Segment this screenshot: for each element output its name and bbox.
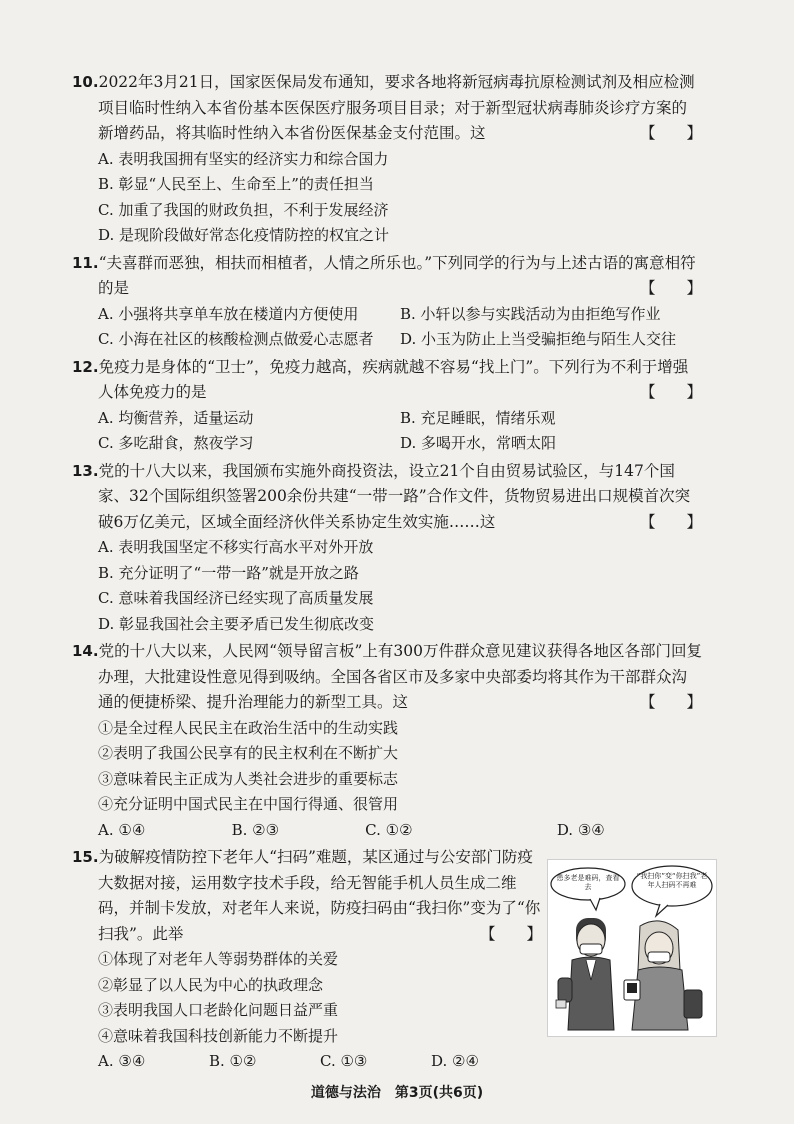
option-a: A. 均衡营养，适量运动 <box>98 408 254 427</box>
option-d: D. ③④ <box>556 820 605 839</box>
question-number: 14. <box>72 642 99 660</box>
bubble-right-text: “我扫你”变“你扫我”老年人扫码不再难 <box>636 872 708 889</box>
answer-bracket: 【 】 <box>639 512 702 531</box>
options-row-1 <box>72 302 702 328</box>
option-d: D. 是现阶段做好常态化疫情防控的权宜之计 <box>98 226 390 244</box>
question-13-stem <box>72 459 702 536</box>
man-figure <box>556 918 614 1030</box>
question-10 <box>72 70 702 249</box>
option-a: A. ③④ <box>98 1052 146 1070</box>
option-c: C. 多吃甜食，熬夜学习 <box>98 434 254 452</box>
statement-2: ②表明了我国公民享有的民主权利在不断扩大 <box>98 744 399 762</box>
option-a: A. ①④ <box>98 820 146 839</box>
question-text: 2022年3月21日，国家医保局发布通知，要求各地将新冠病毒抗原检测试剂及相应检测项目临时性纳入本省份基本医保医疗服务项目目录；对于新型冠状病毒肺炎诊疗方案的新增药品，将其临时性纳入本省份医保基金支付范围。这 <box>98 73 695 142</box>
question-15-text <box>72 845 542 1075</box>
question-14 <box>72 639 702 843</box>
option-a: A. 小强将共享单车放在楼道内方便使用 <box>98 304 359 323</box>
option-a: A. 表明我国拥有坚实的经济实力和综合国力 <box>98 149 389 168</box>
question-text: 为破解疫情防控下老年人“扫码”难题，某区通过与公安部门防疫大数据对接，运用数字技术手段，给无智能手机人员生成二维码，并制卡发放，对老年人来说，防疫扫码由“我扫你”变为了“你扫我”。此举 <box>98 848 541 943</box>
statement-1: ①体现了对老年人等弱势群体的关爱 <box>98 950 339 968</box>
question-text: “夫喜群而恶独，相扶而相植者，人情之所乐也。”下列同学的行为与上述古语的寓意相符的是 <box>98 253 696 297</box>
answer-bracket: 【 】 <box>639 279 702 297</box>
options-row-2 <box>72 327 702 353</box>
cartoon-drawing <box>548 860 716 1036</box>
question-text: 党的十八大以来，人民网“领导留言板”上有300万件群众意见建议获得各地区各部门回复办理，大批建设性意见得到吸纳。全国各省区市及多家中央部委均将其作为干部群众沟通的便捷桥梁、提升治理能力的新型工具。这 <box>98 642 703 711</box>
answer-bracket: 【 】 <box>639 693 702 711</box>
statement-3: ③意味着民主正成为人类社会进步的重要标志 <box>98 769 399 788</box>
question-number: 10. <box>72 73 99 91</box>
option-c: C. 加重了我国的财政负担，不利于发展经济 <box>98 200 389 219</box>
options-row <box>72 1049 542 1075</box>
option-d: D. 小玉为防止上当受骗拒绝与陌生人交往 <box>400 330 677 348</box>
woman-figure <box>624 921 702 1030</box>
answer-bracket: 【 】 <box>639 124 702 142</box>
question-15-stem <box>72 845 542 947</box>
question-13 <box>72 459 702 638</box>
option-c: C. 小海在社区的核酸检测点做爱心志愿者 <box>98 330 374 348</box>
option-c: C. 意味着我国经济已经实现了高质量发展 <box>98 589 374 607</box>
question-number: 13. <box>72 461 99 480</box>
question-number: 15. <box>72 848 99 866</box>
bubble-left-text: 患多老是难码，查看去 <box>556 874 620 891</box>
options-row-2 <box>72 431 702 457</box>
question-12-stem <box>72 355 702 406</box>
question-text: 免疫力是身体的“卫士”，免疫力越高，疾病就越不容易“找上门”。下列行为不利于增强人体免疫力的是 <box>98 357 689 401</box>
question-11-stem <box>72 251 702 302</box>
option-b: B. 充分证明了“一带一路”就是开放之路 <box>98 563 359 582</box>
answer-bracket: 【 】 <box>639 383 702 401</box>
statement-4: ④意味着我国科技创新能力不断提升 <box>98 1026 339 1045</box>
statement-3: ③表明我国人口老龄化问题日益严重 <box>98 1001 339 1019</box>
bubble-tail-right <box>656 904 668 916</box>
options-row <box>72 818 702 844</box>
option-d: D. ②④ <box>431 1052 479 1070</box>
option-d: D. 彰显我国社会主要矛盾已发生彻底改变 <box>98 614 375 633</box>
question-number: 11. <box>72 253 99 272</box>
option-c: C. ①③ <box>320 1052 368 1070</box>
bubble-right-text-box <box>636 872 708 902</box>
statement-2: ②彰显了以人民为中心的执政理念 <box>98 975 324 994</box>
cartoon-illustration <box>547 859 717 1037</box>
statement-1: ①是全过程人民民主在政治生活中的生动实践 <box>98 718 399 737</box>
question-15 <box>72 845 708 1075</box>
option-b: B. ①② <box>209 1052 257 1070</box>
statement-4: ④充分证明中国式民主在中国行得通、很管用 <box>98 795 399 813</box>
question-14-stem <box>72 639 702 716</box>
option-d: D. 多喝开水，常晒太阳 <box>400 434 557 452</box>
options-row-1 <box>72 406 702 432</box>
option-b: B. 充足睡眠，情绪乐观 <box>400 408 556 427</box>
question-12 <box>72 355 702 457</box>
option-a: A. 表明我国坚定不移实行高水平对外开放 <box>98 538 374 556</box>
bubble-left-text-box <box>554 874 622 896</box>
question-11 <box>72 251 702 353</box>
question-number: 12. <box>72 357 99 376</box>
option-b: B. 小轩以参与实践活动为由拒绝写作业 <box>400 304 661 323</box>
answer-bracket: 【 】 <box>479 924 542 943</box>
option-b: B. 彰显“人民至上、生命至上”的责任担当 <box>98 175 374 193</box>
bubble-tail-left <box>590 898 600 910</box>
option-b: B. ②③ <box>231 820 280 839</box>
option-c: C. ①② <box>365 820 413 839</box>
question-text: 党的十八大以来，我国颁布实施外商投资法，设立21个自由贸易试验区，与147个国家、32个国际组织签署200余份共建“一带一路”合作文件，货物贸易进出口规模首次突破6万亿美元，区域全面经济伙伴关系协定生效实施……这 <box>98 461 691 531</box>
question-10-stem <box>72 70 702 147</box>
page-footer: 道德与法治 第3页(共6页) <box>310 1085 484 1101</box>
